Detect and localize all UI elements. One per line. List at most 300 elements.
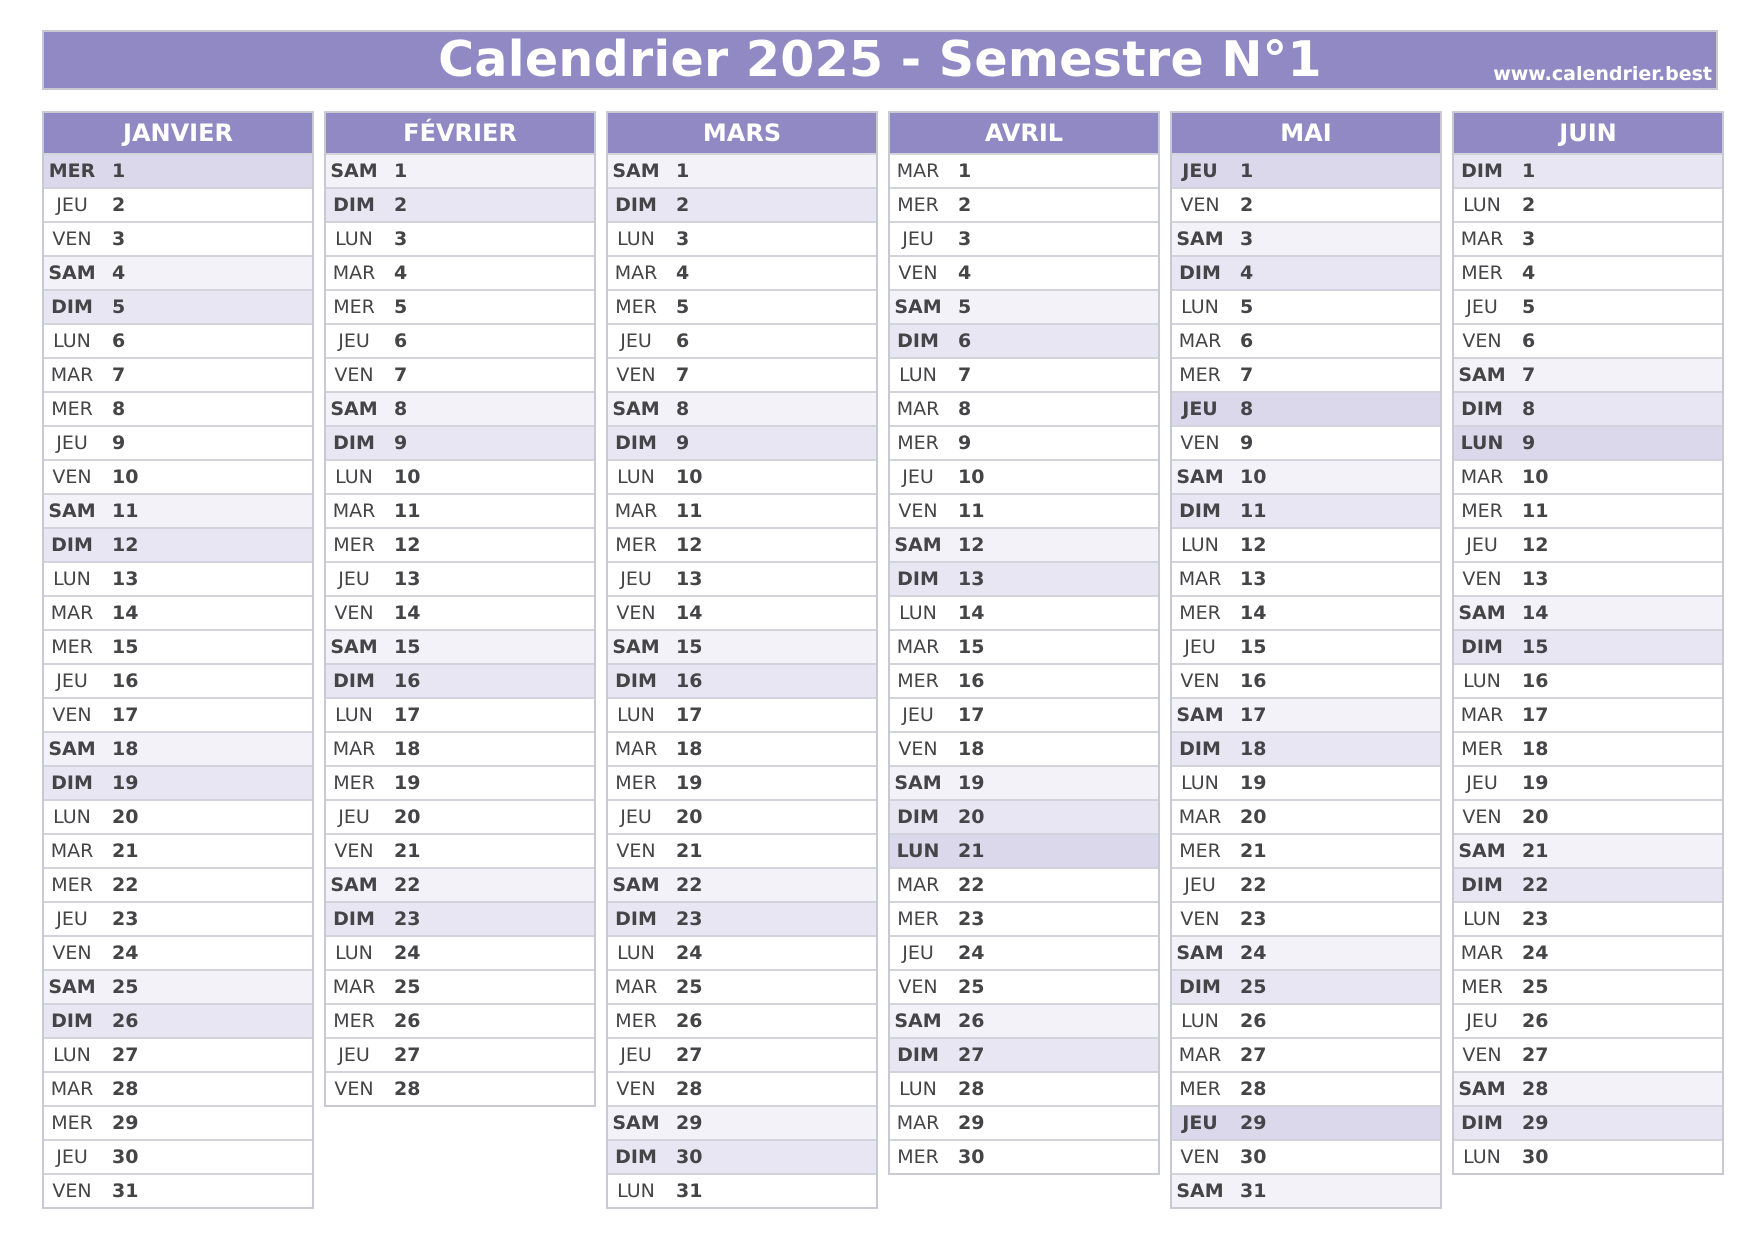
day-name: MAR	[614, 262, 658, 284]
day-name: LUN	[53, 806, 91, 828]
day-name: SAM	[330, 398, 378, 420]
day-row	[1454, 221, 1722, 255]
day-number: 31	[676, 1180, 703, 1202]
day-name: DIM	[615, 670, 657, 692]
day-row	[44, 731, 312, 765]
day-number: 26	[112, 1010, 139, 1032]
day-number: 31	[112, 1180, 139, 1202]
month-column-avril	[888, 111, 1160, 1175]
day-name: JEU	[1184, 874, 1216, 896]
day-name: LUN	[899, 364, 937, 386]
day-name: MAR	[1178, 330, 1222, 352]
day-number: 27	[958, 1044, 985, 1066]
day-number: 13	[958, 568, 985, 590]
day-row	[44, 663, 312, 697]
day-number: 21	[1240, 840, 1267, 862]
day-name: JEU	[902, 228, 934, 250]
day-number: 27	[112, 1044, 139, 1066]
day-row	[1454, 153, 1722, 187]
day-name: DIM	[333, 908, 375, 930]
day-row	[326, 731, 594, 765]
day-number: 11	[112, 500, 139, 522]
day-name: MER	[51, 398, 93, 420]
day-number: 9	[958, 432, 972, 454]
month-header: MAI	[1172, 113, 1440, 153]
day-row	[44, 255, 312, 289]
day-name: VEN	[1462, 568, 1502, 590]
day-row	[1454, 1037, 1722, 1071]
month-column-mai	[1170, 111, 1442, 1209]
day-row	[326, 357, 594, 391]
day-row	[890, 697, 1158, 731]
day-name: JEU	[1466, 1010, 1498, 1032]
month-header: MARS	[608, 113, 876, 153]
day-name: MER	[333, 1010, 375, 1032]
day-row	[608, 1105, 876, 1139]
day-row	[44, 391, 312, 425]
day-row	[326, 833, 594, 867]
day-number: 24	[112, 942, 139, 964]
day-name: DIM	[333, 194, 375, 216]
day-number: 21	[676, 840, 703, 862]
day-name: SAM	[894, 296, 942, 318]
day-number: 23	[394, 908, 421, 930]
day-row	[608, 153, 876, 187]
day-number: 30	[112, 1146, 139, 1168]
day-row	[1172, 629, 1440, 663]
day-number: 22	[394, 874, 421, 896]
day-row	[1172, 663, 1440, 697]
day-number: 25	[394, 976, 421, 998]
day-number: 13	[1522, 568, 1549, 590]
day-name: VEN	[1180, 670, 1220, 692]
day-number: 22	[112, 874, 139, 896]
day-number: 23	[676, 908, 703, 930]
day-number: 26	[676, 1010, 703, 1032]
day-number: 24	[394, 942, 421, 964]
day-number: 11	[1522, 500, 1549, 522]
day-row	[1172, 1003, 1440, 1037]
day-name: JEU	[902, 466, 934, 488]
day-row	[890, 493, 1158, 527]
day-row	[326, 595, 594, 629]
day-row	[326, 935, 594, 969]
day-name: MAR	[896, 874, 940, 896]
day-name: SAM	[330, 160, 378, 182]
day-number: 24	[958, 942, 985, 964]
day-row	[44, 935, 312, 969]
day-number: 12	[1240, 534, 1267, 556]
day-name: SAM	[612, 160, 660, 182]
day-row	[44, 765, 312, 799]
day-name: VEN	[52, 704, 92, 726]
day-name: VEN	[1462, 1044, 1502, 1066]
day-row	[890, 1003, 1158, 1037]
day-name: VEN	[52, 1180, 92, 1202]
day-row	[1454, 187, 1722, 221]
day-number: 8	[112, 398, 126, 420]
day-row	[890, 867, 1158, 901]
day-row	[1454, 765, 1722, 799]
day-row	[608, 323, 876, 357]
day-name: DIM	[51, 296, 93, 318]
day-name: MER	[897, 908, 939, 930]
day-name: JEU	[56, 908, 88, 930]
day-name: LUN	[617, 942, 655, 964]
day-number: 9	[1240, 432, 1254, 454]
day-name: SAM	[612, 636, 660, 658]
day-name: JEU	[1182, 160, 1218, 182]
day-name: JEU	[902, 942, 934, 964]
day-row	[608, 187, 876, 221]
day-number: 10	[1522, 466, 1549, 488]
day-row	[608, 1003, 876, 1037]
day-number: 25	[676, 976, 703, 998]
day-row	[44, 323, 312, 357]
day-number: 16	[1522, 670, 1549, 692]
day-row	[1172, 901, 1440, 935]
day-row	[1172, 153, 1440, 187]
day-number: 4	[676, 262, 690, 284]
day-name: JEU	[56, 1146, 88, 1168]
day-row	[44, 561, 312, 595]
day-name: MAR	[1460, 228, 1504, 250]
day-name: MAR	[896, 636, 940, 658]
title-bar	[42, 30, 1718, 90]
day-name: VEN	[52, 466, 92, 488]
day-number: 4	[1522, 262, 1536, 284]
day-row	[326, 527, 594, 561]
day-name: MER	[1461, 976, 1503, 998]
day-name: DIM	[615, 194, 657, 216]
day-row	[608, 731, 876, 765]
day-number: 26	[1240, 1010, 1267, 1032]
day-number: 29	[958, 1112, 985, 1134]
day-row	[1172, 1139, 1440, 1173]
day-row	[44, 629, 312, 663]
day-row	[608, 595, 876, 629]
day-name: DIM	[897, 330, 939, 352]
day-name: MAR	[50, 602, 94, 624]
day-name: LUN	[1463, 670, 1501, 692]
day-name: JEU	[338, 806, 370, 828]
day-number: 11	[394, 500, 421, 522]
day-row	[890, 289, 1158, 323]
day-row	[1172, 187, 1440, 221]
day-name: SAM	[894, 534, 942, 556]
day-name: MER	[1461, 500, 1503, 522]
day-name: MER	[897, 432, 939, 454]
day-name: LUN	[617, 228, 655, 250]
day-name: MER	[615, 1010, 657, 1032]
day-row	[44, 833, 312, 867]
day-name: MER	[897, 670, 939, 692]
day-name: DIM	[897, 1044, 939, 1066]
day-row	[1454, 901, 1722, 935]
day-number: 4	[394, 262, 408, 284]
day-row	[890, 595, 1158, 629]
day-row	[326, 493, 594, 527]
day-name: MAR	[1460, 942, 1504, 964]
day-name: DIM	[1461, 874, 1503, 896]
day-name: LUN	[617, 466, 655, 488]
day-row	[608, 1071, 876, 1105]
day-number: 27	[394, 1044, 421, 1066]
day-name: VEN	[334, 602, 374, 624]
day-number: 14	[394, 602, 421, 624]
day-number: 6	[112, 330, 126, 352]
day-name: DIM	[333, 670, 375, 692]
day-number: 20	[112, 806, 139, 828]
day-row	[1172, 833, 1440, 867]
day-name: SAM	[894, 772, 942, 794]
day-number: 28	[1240, 1078, 1267, 1100]
day-name: JEU	[1184, 636, 1216, 658]
day-name: SAM	[1176, 228, 1224, 250]
day-number: 1	[112, 160, 126, 182]
day-row	[44, 357, 312, 391]
day-row	[608, 1139, 876, 1173]
day-number: 15	[1240, 636, 1267, 658]
day-number: 20	[676, 806, 703, 828]
day-row	[1454, 493, 1722, 527]
day-number: 2	[112, 194, 126, 216]
day-row	[1454, 425, 1722, 459]
day-number: 1	[958, 160, 972, 182]
day-name: JEU	[620, 806, 652, 828]
day-name: LUN	[335, 228, 373, 250]
day-number: 19	[676, 772, 703, 794]
day-name: SAM	[894, 1010, 942, 1032]
day-number: 22	[676, 874, 703, 896]
day-row	[1172, 391, 1440, 425]
day-name: MAR	[50, 1078, 94, 1100]
day-row	[326, 1071, 594, 1105]
day-number: 11	[676, 500, 703, 522]
day-number: 2	[958, 194, 972, 216]
day-number: 29	[112, 1112, 139, 1134]
month-header: JUIN	[1454, 113, 1722, 153]
day-number: 30	[1240, 1146, 1267, 1168]
day-list	[44, 153, 312, 1207]
day-name: SAM	[48, 262, 96, 284]
day-number: 19	[1240, 772, 1267, 794]
day-number: 28	[958, 1078, 985, 1100]
day-list	[1172, 153, 1440, 1207]
day-number: 12	[1522, 534, 1549, 556]
day-name: VEN	[898, 262, 938, 284]
day-row	[44, 221, 312, 255]
day-name: MAR	[1460, 466, 1504, 488]
day-number: 31	[1240, 1180, 1267, 1202]
day-number: 5	[112, 296, 126, 318]
day-name: LUN	[1181, 772, 1219, 794]
day-number: 6	[958, 330, 972, 352]
day-name: SAM	[1176, 704, 1224, 726]
day-number: 8	[958, 398, 972, 420]
day-name: SAM	[1458, 364, 1506, 386]
day-name: VEN	[1462, 806, 1502, 828]
day-row	[1172, 697, 1440, 731]
day-number: 11	[958, 500, 985, 522]
day-row	[890, 459, 1158, 493]
day-number: 19	[1522, 772, 1549, 794]
day-number: 3	[1240, 228, 1254, 250]
month-column-fevrier	[324, 111, 596, 1107]
day-row	[44, 459, 312, 493]
day-row	[1454, 969, 1722, 1003]
day-row	[1454, 391, 1722, 425]
day-name: MAR	[896, 398, 940, 420]
day-row	[44, 527, 312, 561]
day-name: DIM	[1179, 262, 1221, 284]
day-row	[608, 765, 876, 799]
day-number: 26	[958, 1010, 985, 1032]
day-row	[1454, 357, 1722, 391]
month-column-juin	[1452, 111, 1724, 1175]
day-number: 17	[1240, 704, 1267, 726]
day-name: LUN	[335, 466, 373, 488]
day-row	[326, 255, 594, 289]
day-number: 9	[394, 432, 408, 454]
day-row	[326, 425, 594, 459]
day-number: 27	[1522, 1044, 1549, 1066]
day-name: JEU	[338, 568, 370, 590]
day-name: VEN	[52, 942, 92, 964]
day-row	[44, 697, 312, 731]
day-number: 5	[676, 296, 690, 318]
day-row	[890, 357, 1158, 391]
day-row	[890, 765, 1158, 799]
day-row	[1454, 595, 1722, 629]
day-name: LUN	[1181, 534, 1219, 556]
day-row	[608, 799, 876, 833]
day-name: JEU	[338, 1044, 370, 1066]
day-row	[1454, 1105, 1722, 1139]
day-name: MER	[1179, 364, 1221, 386]
day-row	[608, 221, 876, 255]
day-row	[326, 663, 594, 697]
day-name: MAR	[896, 160, 940, 182]
day-row	[1172, 221, 1440, 255]
day-name: MER	[615, 772, 657, 794]
day-number: 20	[394, 806, 421, 828]
month-header: AVRIL	[890, 113, 1158, 153]
day-list	[608, 153, 876, 1207]
day-number: 12	[394, 534, 421, 556]
day-name: SAM	[1458, 602, 1506, 624]
day-row	[44, 1173, 312, 1207]
day-number: 28	[112, 1078, 139, 1100]
day-name: MER	[1179, 1078, 1221, 1100]
day-number: 16	[958, 670, 985, 692]
day-number: 6	[1522, 330, 1536, 352]
day-number: 13	[394, 568, 421, 590]
day-number: 23	[1240, 908, 1267, 930]
day-row	[1454, 527, 1722, 561]
day-row	[608, 833, 876, 867]
day-number: 16	[112, 670, 139, 692]
day-name: DIM	[1461, 1112, 1503, 1134]
day-name: MER	[333, 534, 375, 556]
day-row	[1172, 561, 1440, 595]
day-row	[1172, 527, 1440, 561]
day-row	[608, 561, 876, 595]
day-name: MAR	[614, 738, 658, 760]
day-row	[608, 901, 876, 935]
day-row	[1454, 561, 1722, 595]
day-number: 1	[394, 160, 408, 182]
day-name: JEU	[620, 1044, 652, 1066]
day-number: 24	[1240, 942, 1267, 964]
day-name: VEN	[1180, 432, 1220, 454]
day-number: 22	[1240, 874, 1267, 896]
day-name: VEN	[1180, 194, 1220, 216]
day-number: 7	[676, 364, 690, 386]
day-name: MAR	[896, 1112, 940, 1134]
day-number: 23	[958, 908, 985, 930]
day-name: MAR	[1178, 806, 1222, 828]
day-list	[890, 153, 1158, 1173]
day-name: VEN	[334, 1078, 374, 1100]
day-number: 8	[394, 398, 408, 420]
day-number: 7	[112, 364, 126, 386]
day-number: 27	[676, 1044, 703, 1066]
day-row	[1454, 935, 1722, 969]
day-row	[326, 1037, 594, 1071]
day-row	[890, 901, 1158, 935]
day-row	[1172, 1105, 1440, 1139]
day-number: 12	[958, 534, 985, 556]
day-name: DIM	[51, 534, 93, 556]
day-number: 20	[1522, 806, 1549, 828]
day-number: 29	[676, 1112, 703, 1134]
day-number: 23	[1522, 908, 1549, 930]
day-number: 13	[112, 568, 139, 590]
day-number: 15	[394, 636, 421, 658]
day-number: 21	[394, 840, 421, 862]
day-row	[44, 867, 312, 901]
day-name: DIM	[1461, 636, 1503, 658]
day-number: 3	[1522, 228, 1536, 250]
day-name: VEN	[334, 364, 374, 386]
day-row	[890, 187, 1158, 221]
day-number: 22	[1522, 874, 1549, 896]
day-number: 27	[1240, 1044, 1267, 1066]
day-number: 14	[958, 602, 985, 624]
day-name: VEN	[334, 840, 374, 862]
day-row	[1454, 1071, 1722, 1105]
day-name: VEN	[1180, 908, 1220, 930]
day-row	[1172, 969, 1440, 1003]
day-name: LUN	[617, 1180, 655, 1202]
day-row	[1172, 731, 1440, 765]
day-name: MAR	[50, 840, 94, 862]
day-number: 30	[1522, 1146, 1549, 1168]
day-name: LUN	[617, 704, 655, 726]
day-row	[1172, 459, 1440, 493]
day-row	[608, 629, 876, 663]
day-number: 14	[112, 602, 139, 624]
day-number: 4	[958, 262, 972, 284]
day-name: VEN	[1180, 1146, 1220, 1168]
day-name: DIM	[615, 908, 657, 930]
day-name: MER	[1179, 602, 1221, 624]
day-name: LUN	[1463, 194, 1501, 216]
day-number: 6	[1240, 330, 1254, 352]
day-row	[326, 221, 594, 255]
day-name: MER	[1461, 738, 1503, 760]
